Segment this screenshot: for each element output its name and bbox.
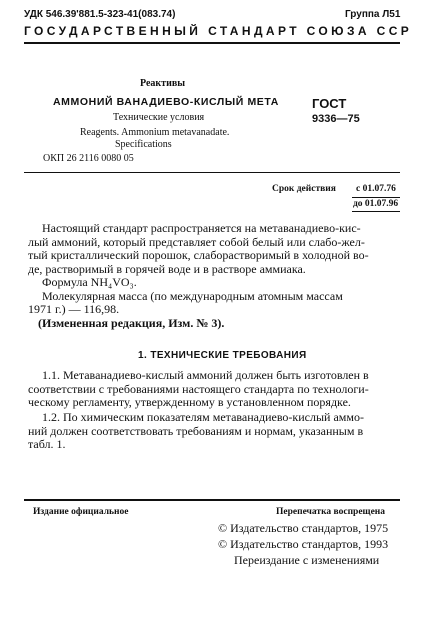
clause-line: табл. 1. [28, 437, 66, 451]
group-code: Группа Л51 [345, 9, 401, 20]
clause-1-2 [28, 411, 400, 452]
section-heading: 1. ТЕХНИЧЕСКИЕ ТРЕБОВАНИЯ [138, 350, 307, 361]
clause-line: ний должен соответствовать требованиям и нормам, указанным в [28, 423, 364, 438]
formula: Формула NH₄VO₃. [42, 275, 137, 289]
validity-label: Срок действия [272, 184, 336, 194]
intro-line: тый кристаллический порошок, слаборастворимый в холодной во- [28, 248, 369, 262]
mass-line: Молекулярная масса (по международным атомным массам [42, 288, 343, 303]
english-title-line1: Reagents. Ammonium metavanadate. [80, 127, 230, 138]
intro-paragraph [28, 222, 400, 330]
clause-line: ческому регламенту, утвержденному в установленном порядке. [28, 395, 351, 409]
intro-line: лый аммоний, который представляет собой белый или слабо-жел- [28, 234, 365, 249]
clause-line: 1.2. По химическим показателям метаванадиево-кислый аммо- [42, 410, 364, 424]
gost-label: ГОСТ [312, 96, 347, 111]
title-rule [24, 172, 400, 173]
document-subtitle: Технические условия [113, 112, 205, 123]
official-edition: Издание официальное [33, 507, 129, 517]
header-rule [24, 42, 400, 44]
standard-title: ГОСУДАРСТВЕННЫЙ СТАНДАРТ СОЮЗА ССР [24, 24, 413, 38]
clause-line: соответствии с требованиями настоящего стандарта по технологи- [28, 381, 369, 396]
validity-from: с 01.07.76 [356, 184, 396, 194]
validity-rule-bottom [352, 211, 400, 212]
reissue-note: Переиздание с изменениями [234, 553, 380, 567]
intro-line: Настоящий стандарт распространяется на метаванадиево-кис- [42, 221, 361, 235]
category-label: Реактивы [140, 78, 186, 89]
udk-code: УДК 546.39'881.5-323-41(083.74) [24, 9, 176, 20]
clause-1-1 [28, 369, 400, 410]
okp-code: ОКП 26 2116 0080 05 [43, 153, 134, 164]
copyright-1975: © Издательство стандартов, 1975 [218, 521, 389, 535]
english-title-line2: Specifications [115, 139, 172, 150]
validity-rule [352, 197, 400, 198]
clause-line: 1.1. Метаванадиево-кислый аммоний должен быть изготовлен в [42, 368, 369, 382]
copyright-1993: © Издательство стандартов, 1993 [218, 537, 389, 551]
footer-rule [24, 499, 400, 501]
mass-line: 1971 г.) — 116,98. [28, 302, 120, 316]
document-title: АММОНИЙ ВАНАДИЕВО-КИСЛЫЙ МЕТА [53, 96, 279, 108]
validity-to: до 01.07.96 [353, 199, 399, 209]
intro-line: де, растворимый в горячей воде и в растворе аммиака. [28, 261, 306, 276]
reprint-banned: Перепечатка воспрещена [276, 507, 386, 517]
revision-note: (Измененная редакция, Изм. № 3). [38, 315, 225, 330]
gost-number: 9336—75 [312, 113, 360, 125]
